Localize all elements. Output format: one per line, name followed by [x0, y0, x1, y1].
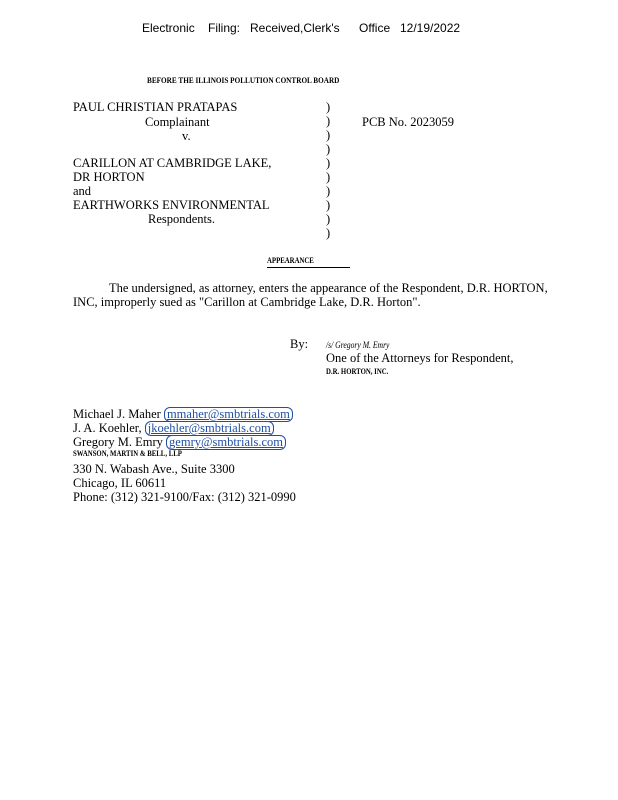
- stamp-word-electronic: Electronic: [142, 21, 195, 35]
- address-line-2: Chicago, IL 60611: [73, 476, 167, 490]
- paren: ): [326, 226, 331, 240]
- paren: ): [326, 142, 331, 156]
- respondent-earthworks: EARTHWORKS ENVIRONMENTAL: [73, 198, 270, 212]
- paren: ): [326, 114, 331, 128]
- paren: ): [326, 170, 331, 184]
- stamp-date: 12/19/2022: [400, 21, 461, 35]
- caption-and: and: [73, 184, 92, 198]
- body-line-2: INC, improperly sued as "Carillon at Cambridge Lake, D.R. Horton".: [73, 295, 421, 309]
- body-line-1: The undersigned, as attorney, enters the appearance of the Respondent, D.R. HORTON,: [109, 281, 548, 295]
- attorney-line-2: [73, 421, 274, 436]
- stamp-word-office: Office: [359, 21, 391, 35]
- attorney-email-link[interactable]: mmaher@smbtrials.com: [166, 407, 290, 421]
- attorney-line-1: [73, 407, 293, 422]
- by-label: By:: [290, 337, 309, 351]
- address-line-1: 330 N. Wabash Ave., Suite 3300: [73, 462, 235, 476]
- firm-name: SWANSON, MARTIN & BELL, LLP: [73, 449, 182, 458]
- versus: v.: [182, 129, 191, 143]
- stamp-word-filing: Filing:: [208, 21, 241, 35]
- court-heading: BEFORE THE ILLINOIS POLLUTION CONTROL BOARD: [147, 75, 340, 85]
- complainant-name: PAUL CHRISTIAN PRATAPAS: [73, 100, 238, 114]
- attorney-line-3: [73, 435, 286, 450]
- attorney-email-link[interactable]: gemry@smbtrials.com: [169, 435, 283, 449]
- paren: ): [326, 212, 331, 226]
- paren: ): [326, 100, 331, 114]
- signature-role: One of the Attorneys for Respondent,: [326, 351, 514, 365]
- respondents-role: Respondents.: [148, 212, 216, 226]
- attorney-name: Michael J. Maher: [73, 407, 161, 421]
- paren: ): [326, 184, 331, 198]
- email-bracket: [164, 407, 293, 422]
- respondent-carillon: CARILLON AT CAMBRIDGE LAKE,: [73, 156, 272, 170]
- attorney-name: J. A. Koehler,: [73, 421, 142, 435]
- attorney-name: Gregory M. Emry: [73, 435, 163, 449]
- phone-fax: Phone: (312) 321-9100/Fax: (312) 321-0990: [73, 490, 296, 504]
- email-bracket: [166, 435, 286, 450]
- stamp-word-received: Received,Clerk's: [250, 21, 340, 35]
- respondent-dr-horton: DR HORTON: [73, 170, 145, 184]
- email-bracket: [145, 421, 274, 436]
- paren: ): [326, 198, 331, 212]
- attorney-email-link[interactable]: jkoehler@smbtrials.com: [147, 421, 271, 435]
- electronic-signature: /s/ Gregory M. Emry: [326, 340, 390, 350]
- case-number: PCB No. 2023059: [362, 115, 455, 129]
- appearance-heading: APPEARANCE: [267, 256, 314, 265]
- signature-client: D.R. HORTON, INC.: [326, 367, 389, 376]
- heading-underline: [267, 267, 350, 268]
- paren: ): [326, 128, 331, 142]
- paren: ): [326, 156, 331, 170]
- complainant-role: Complainant: [145, 115, 210, 129]
